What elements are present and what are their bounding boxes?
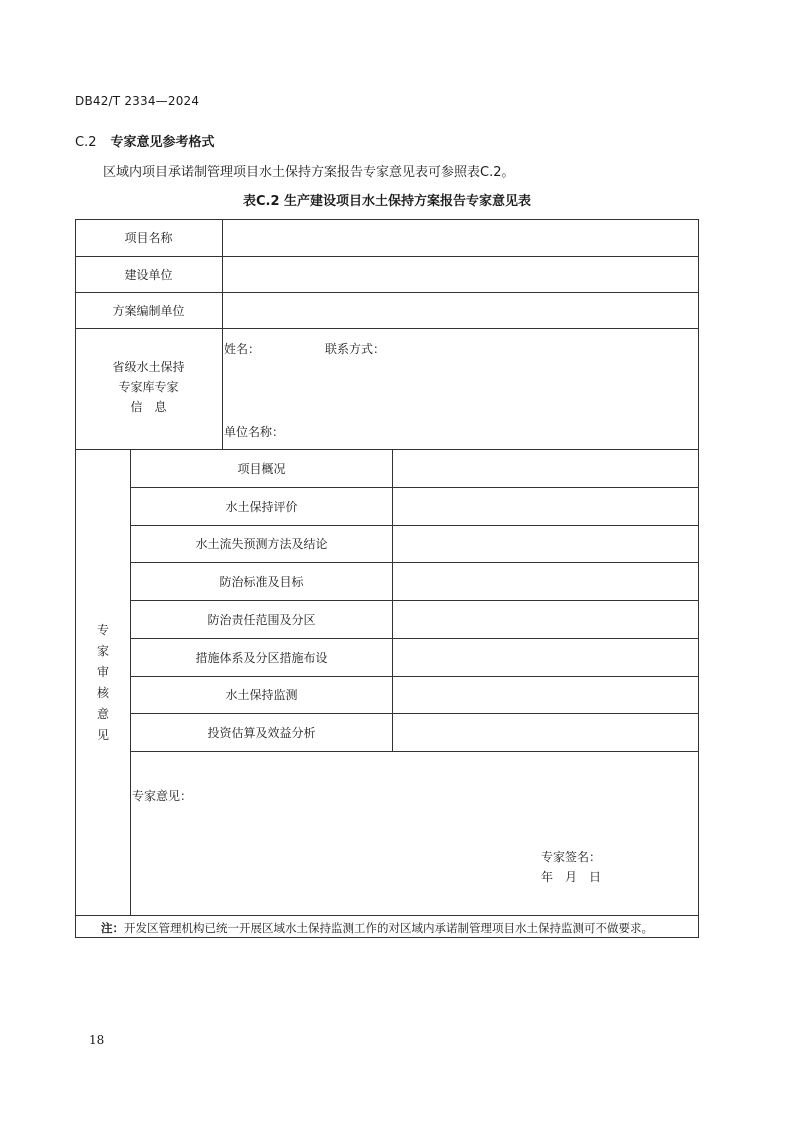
expert-opinion-label: 专家意见： bbox=[132, 789, 193, 803]
contact-field[interactable] bbox=[387, 335, 687, 357]
review-item-soil-evaluation: 水土保持评价 bbox=[225, 499, 298, 514]
review-comment-field[interactable] bbox=[393, 714, 698, 751]
side-label-char: 审 bbox=[96, 665, 109, 679]
construction-unit-field[interactable] bbox=[223, 257, 698, 292]
side-label-char: 见 bbox=[96, 728, 109, 742]
expert-info-line: 信 息 bbox=[130, 400, 167, 414]
label-project-name: 项目名称 bbox=[124, 231, 173, 245]
expert-opinion-table bbox=[75, 219, 699, 938]
expert-info-line: 专家库专家 bbox=[118, 380, 179, 394]
table-border-right bbox=[698, 219, 699, 938]
label-expert-review bbox=[93, 620, 113, 746]
row-divider bbox=[75, 915, 699, 916]
row-divider bbox=[130, 751, 699, 752]
review-item-measures-layout: 措施体系及分区措施布设 bbox=[195, 650, 328, 665]
label-construction-unit: 建设单位 bbox=[124, 267, 173, 282]
review-comment-field[interactable] bbox=[393, 601, 698, 638]
plan-unit-field[interactable] bbox=[223, 293, 698, 328]
review-item-responsibility-scope: 防治责任范围及分区 bbox=[207, 612, 316, 627]
review-item-soil-monitoring: 水土保持监测 bbox=[225, 688, 298, 702]
contact-label: 联系方式： bbox=[325, 342, 386, 356]
signature-label: 专家签名： bbox=[541, 850, 602, 864]
section-heading bbox=[75, 131, 215, 150]
unit-name-field[interactable] bbox=[290, 418, 690, 440]
expert-opinion-field[interactable] bbox=[132, 809, 692, 849]
review-comment-field[interactable] bbox=[393, 639, 698, 676]
section-title: 专家意见参考格式 bbox=[110, 135, 215, 150]
project-name-field[interactable] bbox=[223, 220, 698, 256]
label-expert-info bbox=[75, 357, 222, 417]
note-text: 开发区管理机构已统一开展区域水土保持监测工作的对区域内承诺制管理项目水土保持监测可不做要求。 bbox=[124, 921, 653, 935]
note-prefix: 注： bbox=[101, 921, 124, 935]
table-note bbox=[101, 920, 653, 936]
table-border-bottom bbox=[75, 937, 699, 938]
page-number: 18 bbox=[89, 1033, 105, 1047]
document-code: DB42/T 2334—2024 bbox=[75, 94, 200, 108]
review-item-erosion-prediction: 水土流失预测方法及结论 bbox=[195, 537, 328, 551]
intro-paragraph: 区域内项目承诺制管理项目水土保持方案报告专家意见表可参照表C.2。 bbox=[103, 165, 515, 180]
row-divider bbox=[75, 328, 699, 329]
review-comment-field[interactable] bbox=[393, 450, 698, 487]
name-label: 姓名： bbox=[224, 342, 261, 356]
expert-info-line: 省级水土保持 bbox=[112, 360, 185, 374]
side-label-char: 意 bbox=[96, 707, 109, 721]
section-number: C.2 bbox=[75, 135, 97, 150]
expert-name-field[interactable] bbox=[255, 335, 315, 357]
side-label-char: 核 bbox=[96, 686, 109, 700]
review-item-investment-analysis: 投资估算及效益分析 bbox=[207, 725, 316, 740]
unit-name-label: 单位名称： bbox=[224, 425, 285, 439]
table-caption: 表C.2 生产建设项目水土保持方案报告专家意见表 bbox=[242, 194, 532, 209]
review-comment-field[interactable] bbox=[393, 488, 698, 525]
side-label-char: 专 bbox=[96, 623, 109, 637]
review-comment-field[interactable] bbox=[393, 526, 698, 562]
date-label: 年 月 日 bbox=[541, 870, 602, 884]
review-comment-field[interactable] bbox=[393, 677, 698, 713]
review-item-project-overview: 项目概况 bbox=[237, 461, 286, 476]
side-label-char: 家 bbox=[96, 644, 109, 658]
label-plan-unit: 方案编制单位 bbox=[112, 303, 185, 318]
review-comment-field[interactable] bbox=[393, 563, 698, 600]
review-item-standards-targets: 防治标准及目标 bbox=[219, 574, 304, 589]
